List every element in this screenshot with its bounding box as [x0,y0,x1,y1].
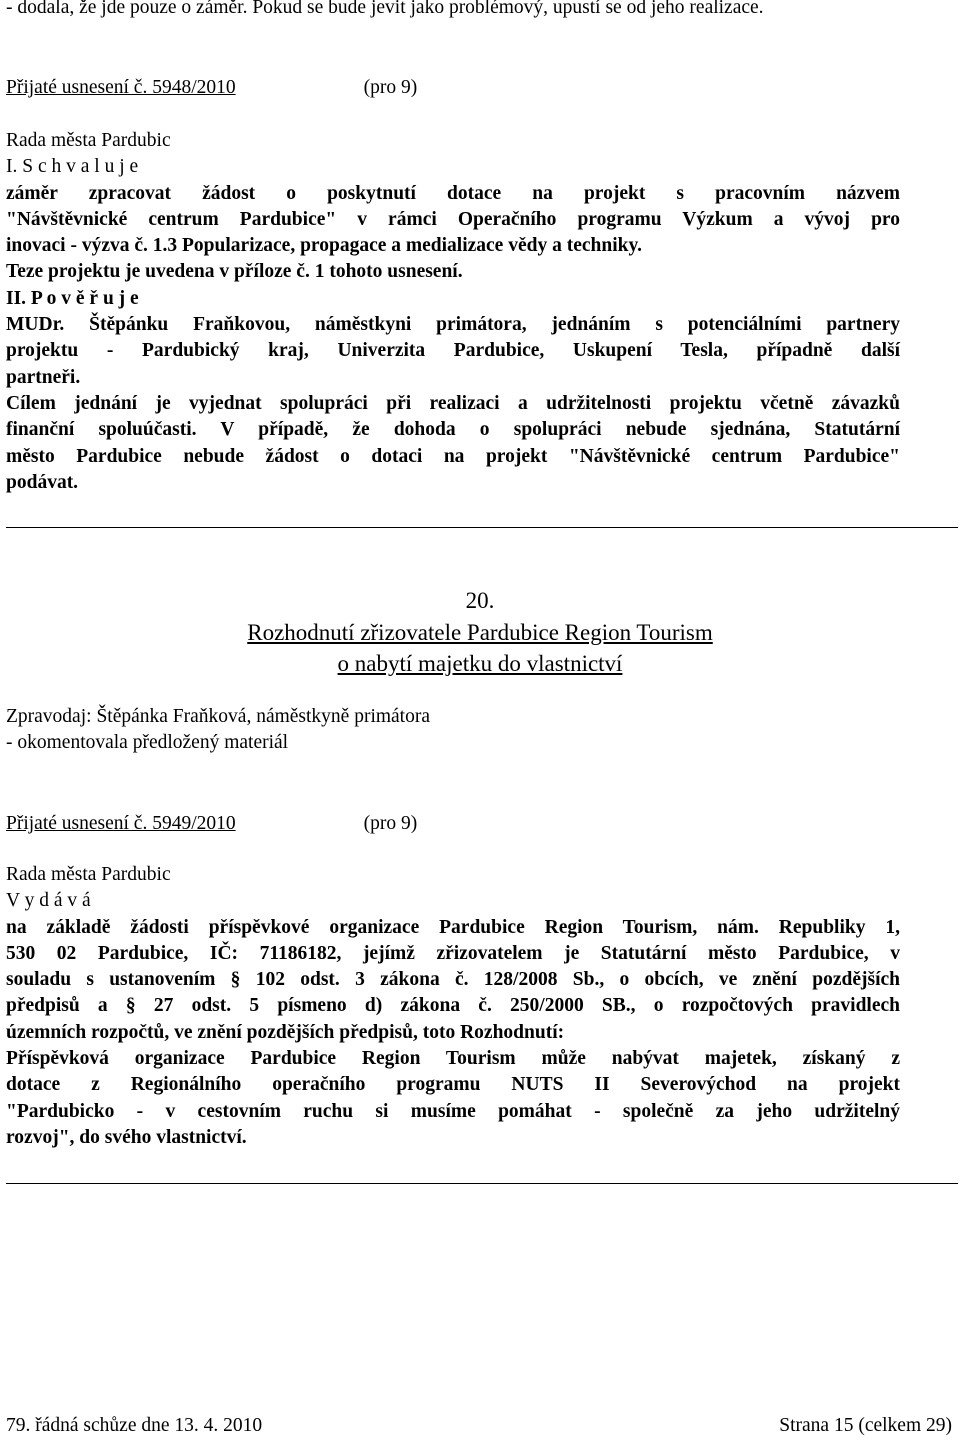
delegate-heading: II. P o v ě ř u j e [6,287,139,309]
approve-heading: I. S c h v a l u j e [6,156,139,178]
body-line: na základě žádosti příspěvkové organizace Pardubice Region Tourism, nám. Republiky 1, [6,916,900,938]
approve-line: záměr zpracovat žádost o poskytnutí dotace na projekt s pracovním názvem [6,182,900,204]
body-line: "Pardubicko - v cestovním ruchu si musíme pomáhat - společně za jeho udržitelný [6,1100,900,1122]
reporter-line [6,704,900,730]
resolution-5948-body [6,128,900,496]
council-name: Rada města Pardubic [6,864,171,885]
item-title [0,617,960,648]
body-line: předpisů a § 27 odst. 5 písmeno d) zákona č. 250/2000 SB., o rozpočtových pravidlech [6,995,900,1017]
issues-heading: V y d á v á [6,890,91,912]
approve-line: inovaci - výzva č. 1.3 Popularizace, propagace a medializace vědy a techniky. [6,235,643,257]
goal-line: finanční spoluúčasti. V případě, že dohoda o spolupráci nebude sjednána, Statutární [6,419,900,441]
reporter-block [6,704,900,757]
resolution-label: Přijaté usnesení č. 5949/2010 [6,813,236,834]
item-number: 20. [465,588,495,613]
reporter-note: - okomentovala předložený materiál [6,732,289,754]
body-line: dotace z Regionálního operačního programu NUTS II Severovýchod na projekt [6,1074,900,1096]
item-title-line1: Rozhodnutí zřizovatele Pardubice Region Tourism [247,620,713,645]
vote-count: (pro 9) [363,77,418,98]
approve-line: "Návštěvnické centrum Pardubice" v rámci Operačního programu Výzkum a vývoj pro [6,208,900,230]
body-line: rozvoj", do svého vlastnictví. [6,1126,247,1148]
body-line: Příspěvková organizace Pardubice Region Tourism může nabývat majetek, získaný z [6,1048,900,1070]
footer-page: Strana 15 (celkem 29) [779,1415,952,1436]
goal-line: podávat. [6,471,79,493]
footer-meeting: 79. řádná schůze dne 13. 4. 2010 [6,1415,263,1436]
item-title-line2: o nabytí majetku do vlastnictví [337,651,623,676]
delegate-line: partneři. [6,366,81,388]
resolution-5948 [6,75,900,101]
item-subtitle [0,648,960,679]
council-name: Rada města Pardubic [6,130,171,151]
vote-count: (pro 9) [363,813,418,834]
resolution-5949 [6,811,900,837]
resolution-header [6,75,900,101]
intro-line: - dodala, že jde pouze o záměr. Pokud se bude jevit jako problémový, upustí se od jeho realizace. [6,0,764,18]
section-divider [6,527,958,528]
goal-line: Cílem jednání je vyjednat spolupráci při realizaci a udržitelnosti projektu včetně závazků [6,392,900,414]
goal-line: město Pardubice nebude žádost o dotaci na projekt "Návštěvnické centrum Pardubice" [6,445,900,467]
resolution-header [6,811,900,837]
annex-line: Teze projektu je uvedena v příloze č. 1 tohoto usnesení. [6,261,463,283]
delegate-line: projektu - Pardubický kraj, Univerzita Pardubice, Uskupení Tesla, případně další [6,340,900,362]
reporter-name: Štěpánka Fraňková, náměstkyně primátora [96,706,431,727]
resolution-5949-body [6,862,900,1151]
reporter-label: Zpravodaj: [6,706,92,727]
top-section [6,0,900,21]
body-line: souladu s ustanovením § 102 odst. 3 zákona č. 128/2008 Sb., o obcích, ve znění pozdějších [6,969,900,991]
body-line: 530 02 Pardubice, IČ: 71186182, jejímž zřizovatelem je Statutární město Pardubice, v [6,942,900,964]
body-line: územních rozpočtů, ve znění pozdějších předpisů, toto Rozhodnutí: [6,1021,565,1043]
delegate-line: MUDr. Štěpánku Fraňkovou, náměstkyni primátora, jednáním s potenciálními partnery [6,314,900,336]
resolution-label: Přijaté usnesení č. 5948/2010 [6,77,236,98]
section-divider [6,1183,958,1184]
